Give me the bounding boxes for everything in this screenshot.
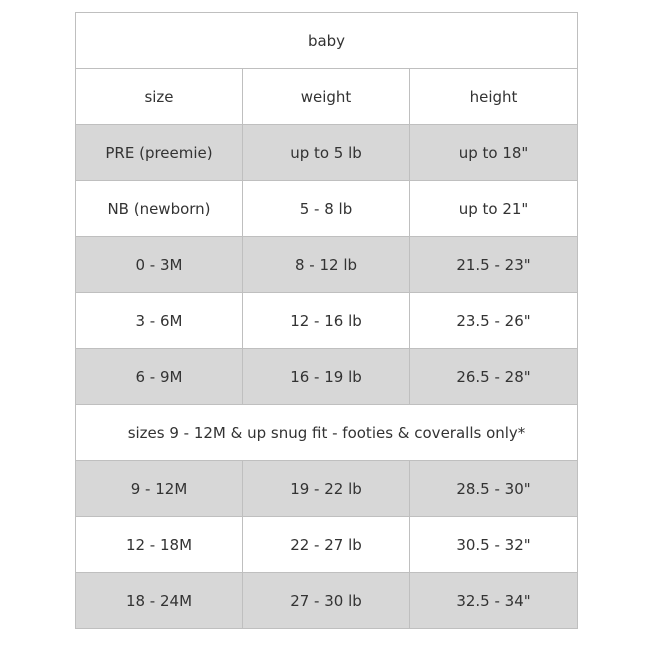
baby-size-chart (75, 12, 578, 629)
table-title: baby (76, 13, 578, 69)
table-row (76, 125, 578, 181)
height-cell: 28.5 - 30" (410, 461, 578, 517)
weight-cell: 16 - 19 lb (243, 349, 410, 405)
header-size: size (76, 69, 243, 125)
size-cell: PRE (preemie) (76, 125, 243, 181)
height-cell: 23.5 - 26" (410, 293, 578, 349)
height-cell: 21.5 - 23" (410, 237, 578, 293)
header-height: height (410, 69, 578, 125)
weight-cell: 5 - 8 lb (243, 181, 410, 237)
size-cell: 3 - 6M (76, 293, 243, 349)
table-row (76, 517, 578, 573)
header-weight: weight (243, 69, 410, 125)
weight-cell: 12 - 16 lb (243, 293, 410, 349)
height-cell: 30.5 - 32" (410, 517, 578, 573)
weight-cell: up to 5 lb (243, 125, 410, 181)
height-cell: up to 21" (410, 181, 578, 237)
size-cell: 18 - 24M (76, 573, 243, 629)
weight-cell: 27 - 30 lb (243, 573, 410, 629)
header-row (76, 69, 578, 125)
size-cell: 9 - 12M (76, 461, 243, 517)
table-row (76, 237, 578, 293)
weight-cell: 8 - 12 lb (243, 237, 410, 293)
table-row (76, 349, 578, 405)
table-row (76, 461, 578, 517)
height-cell: 32.5 - 34" (410, 573, 578, 629)
size-cell: NB (newborn) (76, 181, 243, 237)
snug-fit-note: sizes 9 - 12M & up snug fit - footies & coveralls only* (76, 405, 578, 461)
weight-cell: 22 - 27 lb (243, 517, 410, 573)
size-cell: 12 - 18M (76, 517, 243, 573)
height-cell: 26.5 - 28" (410, 349, 578, 405)
table-row (76, 181, 578, 237)
table-row (76, 293, 578, 349)
height-cell: up to 18" (410, 125, 578, 181)
size-cell: 6 - 9M (76, 349, 243, 405)
title-row (76, 13, 578, 69)
note-row (76, 405, 578, 461)
size-cell: 0 - 3M (76, 237, 243, 293)
table-row (76, 573, 578, 629)
weight-cell: 19 - 22 lb (243, 461, 410, 517)
